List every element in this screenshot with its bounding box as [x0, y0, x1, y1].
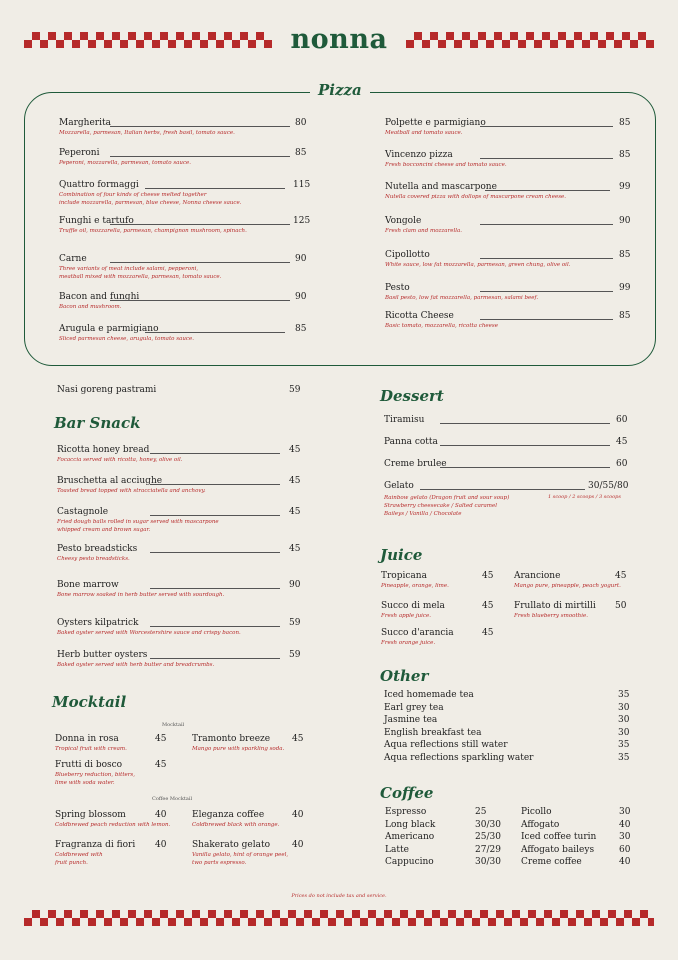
- coffee-item-name: Affogato: [521, 819, 560, 830]
- bar-snack-item-name: Bone marrow: [57, 580, 119, 590]
- coffee-item-price: 40: [619, 857, 631, 867]
- leader-line: [480, 126, 613, 127]
- pizza-item-description: Fresh clam and mozzarella.: [385, 228, 463, 234]
- pizza-item-description: Bacon and mushroom.: [59, 304, 122, 310]
- pizza-item-description: Peperoni, mozzarella, parmesan, tomato sauce.: [59, 160, 192, 166]
- dessert-item-name: Tiramisu: [384, 415, 425, 425]
- leader-line: [485, 190, 610, 191]
- coffee-item-price: 30: [619, 832, 631, 842]
- dessert-item-price: 60: [616, 459, 628, 469]
- pizza-item-name: Arugula e parmigiano: [59, 324, 159, 334]
- pizza-item-description: Combination of four kinds of cheese melted together include mozzarella, parmesan, blue cheese, Nonna cheese sauce.: [59, 192, 242, 206]
- pizza-item-name: Ricotta Cheese: [385, 311, 454, 321]
- coffee-item-price: 25/30: [475, 832, 501, 842]
- bar-snack-item-description: Bone marrow soaked in herb butter served with sourdough.: [57, 592, 225, 598]
- pizza-item-price: 99: [619, 182, 631, 192]
- pizza-item-price: 85: [619, 250, 631, 260]
- leader-line: [145, 188, 285, 189]
- juice-item-description: Pineapple, orange, lime.: [381, 583, 449, 589]
- pizza-item-price: 80: [295, 118, 307, 128]
- other-item-price: 35: [618, 690, 630, 700]
- coffee-item-name: Latte: [385, 844, 409, 855]
- mocktail-item-price: 40: [292, 810, 304, 820]
- leader-line: [480, 258, 613, 259]
- bar-snack-item-price: 90: [289, 580, 301, 590]
- leader-line: [440, 467, 610, 468]
- pizza-item-description: Three variants of meat include salami, pepperoni, meatball mixed with mozzarella, parmesan, tomato sauce.: [59, 266, 222, 280]
- coffee-item-price: 25: [475, 807, 487, 817]
- gelato-scoop-note: 1 scoop / 2 scoops / 3 scoops: [548, 494, 621, 500]
- mocktail-item-name: Eleganza coffee: [192, 810, 265, 820]
- mocktail-item-name: Shakerato gelato: [192, 840, 271, 850]
- juice-item-price: 45: [482, 601, 494, 611]
- bar-snack-item-description: Focaccia served with ricotta, honey, olive oil.: [57, 457, 183, 463]
- juice-item-name: Succo di mela: [381, 601, 445, 611]
- pizza-item-description: Meatball and tomato sauce.: [385, 130, 463, 136]
- pizza-item-price: 99: [619, 283, 631, 293]
- pizza-item-price: 85: [295, 148, 307, 158]
- leader-line: [480, 291, 613, 292]
- coffee-item-name: Creme coffee: [521, 857, 582, 867]
- pizza-item-name: Peperoni: [59, 148, 100, 158]
- pizza-item-description: Nutella covered pizza with dollops of mascarpone cream cheese.: [385, 194, 567, 200]
- mocktail-item-name: Spring blossom: [55, 810, 126, 820]
- dessert-item-name: Creme brulee: [384, 459, 447, 469]
- coffee-item-price: 30: [619, 807, 631, 817]
- pizza-item-price: 125: [293, 216, 311, 226]
- juice-item-description: Mango pure, pineapple, peach yogurt.: [514, 583, 621, 589]
- coffee-item-price: 30/30: [475, 857, 501, 867]
- section-title-bar-snack: Bar Snack: [54, 414, 141, 432]
- leader-line: [110, 262, 290, 263]
- leader-line: [480, 319, 613, 320]
- mocktail-item-name: Fragranza di fiori: [55, 840, 136, 850]
- mocktail-item-description: Vanilla gelato, hint of orange peel, two parts espresso.: [192, 852, 289, 866]
- other-item-name: Aqua reflections sparkling water: [384, 752, 534, 763]
- coffee-item-price: 60: [619, 844, 631, 855]
- bar-snack-item-description: Baked oyster served with Worcestershire sauce and crispy bacon.: [57, 630, 241, 636]
- pizza-item-name: Vincenzo pizza: [385, 150, 453, 160]
- other-item-name: Iced homemade tea: [384, 690, 474, 700]
- mocktail-item-price: 45: [155, 734, 167, 744]
- pizza-item-description: Basil pesto, low fat mozzarella, parmesan, salami beef.: [385, 295, 539, 301]
- bar-snack-item-name: Ricotta honey bread: [57, 445, 150, 455]
- leader-line: [480, 158, 613, 159]
- juice-item-name: Frullato di mirtilli: [514, 601, 596, 611]
- section-title-dessert: Dessert: [380, 387, 444, 405]
- item-price: 59: [289, 385, 301, 395]
- pizza-item-price: 85: [295, 324, 307, 334]
- leader-line: [440, 445, 610, 446]
- section-title-mocktail: Mocktail: [52, 693, 127, 711]
- leader-line: [145, 332, 285, 333]
- pizza-item-description: Truffle oil, mozzarella, parmesan, champignon mushroom, spinach.: [59, 228, 247, 234]
- leader-line: [150, 658, 280, 659]
- pizza-item-name: Vongole: [385, 216, 422, 226]
- juice-item-price: 45: [615, 571, 627, 581]
- mocktail-item-description: Tropical fruit with cream.: [55, 746, 127, 752]
- leader-line: [150, 515, 280, 516]
- pizza-item-name: Polpette e parmigiano: [385, 118, 486, 128]
- dessert-item-price: 45: [616, 437, 628, 447]
- leader-line: [110, 300, 290, 301]
- pizza-item-price: 115: [293, 180, 311, 190]
- other-item-name: Earl grey tea: [384, 702, 444, 713]
- juice-item-price: 45: [482, 571, 494, 581]
- other-item-name: English breakfast tea: [384, 727, 482, 738]
- brand-logo: nonna: [290, 24, 388, 55]
- bar-snack-item-description: Cheesy pesto breadsticks.: [57, 556, 130, 562]
- mocktail-item-price: 45: [292, 734, 304, 744]
- juice-item-description: Fresh blueberry smoothie.: [514, 613, 588, 619]
- mocktail-item-name: Donna in rosa: [55, 734, 119, 744]
- coffee-item-name: Picollo: [521, 807, 552, 817]
- juice-item-description: Fresh apple juice.: [381, 613, 431, 619]
- leader-line: [110, 224, 290, 225]
- leader-line: [150, 626, 280, 627]
- coffee-item-name: Americano: [385, 832, 435, 842]
- section-title-coffee: Coffee: [380, 784, 434, 802]
- bar-snack-item-name: Pesto breadsticks: [57, 544, 138, 554]
- bar-snack-item-description: Baked oyster served with herb butter and breadcrumbs.: [57, 662, 215, 668]
- other-item-price: 35: [618, 752, 630, 763]
- coffee-item-name: Espresso: [385, 807, 427, 817]
- mocktail-item-price: 40: [292, 840, 304, 850]
- juice-item-price: 50: [615, 601, 627, 611]
- bar-snack-item-name: Herb butter oysters: [57, 650, 148, 660]
- coffee-item-name: Iced coffee turin: [521, 832, 597, 842]
- juice-item-name: Succo d'arancia: [381, 628, 454, 638]
- section-title-other: Other: [380, 667, 429, 685]
- pizza-item-description: Sliced parmesan cheese, arugula, tomato sauce.: [59, 336, 194, 342]
- coffee-item-name: Cappucino: [385, 857, 434, 867]
- leader-line: [440, 423, 610, 424]
- pizza-item-name: Pesto: [385, 283, 410, 293]
- bar-snack-item-price: 45: [289, 544, 301, 554]
- coffee-item-price: 30/30: [475, 819, 501, 830]
- tax-note: Prices do not include tax and service.: [291, 893, 387, 899]
- bar-snack-item-price: 59: [289, 650, 301, 660]
- leader-line: [110, 126, 290, 127]
- other-item-price: 30: [618, 727, 630, 738]
- dessert-item-price: 30/55/80: [588, 481, 629, 491]
- mocktail-item-name: Frutti di bosco: [55, 760, 123, 770]
- leader-line: [110, 156, 290, 157]
- mocktail-item-price: 40: [155, 810, 167, 820]
- mocktail-item-price: 40: [155, 840, 167, 850]
- bar-snack-item-price: 45: [289, 476, 301, 486]
- mocktail-subheading: Mocktail: [162, 722, 185, 728]
- juice-item-name: Arancione: [514, 571, 561, 581]
- gelato-description: Rainbow gelato (Dragon fruit and sour soup) Strawberry cheesecake / Salted caramel Baileys / Vanilla / Chocolate: [384, 495, 510, 517]
- bar-snack-item-name: Castagnole: [57, 507, 109, 517]
- mocktail-item-description: Mango pure with sparkling soda.: [192, 746, 285, 752]
- mocktail-item-description: Coldbrewed black with orange.: [192, 822, 280, 828]
- bar-snack-item-description: Toasted bread topped with stracciatella and anchovy.: [57, 488, 206, 494]
- other-item-price: 35: [618, 740, 630, 750]
- coffee-item-price: 40: [619, 819, 631, 830]
- bar-snack-item-name: Bruschetta al acciughe: [57, 476, 163, 486]
- pizza-item-description: Mozzarella, parmesan, Italian herbs, fresh basil, tomato sauce.: [59, 130, 235, 136]
- mocktail-item-description: Coldbrewed peach reduction with lemon.: [55, 822, 171, 828]
- juice-item-description: Fresh orange juice.: [381, 640, 436, 646]
- other-item-price: 30: [618, 702, 630, 713]
- leader-line: [150, 552, 280, 553]
- mocktail-item-description: Blueberry reduction, bitters, lime with soda water.: [55, 772, 135, 786]
- dessert-item-price: 60: [616, 415, 628, 425]
- mocktail-item-name: Tramonto breeze: [192, 734, 271, 744]
- coffee-item-price: 27/29: [475, 844, 501, 855]
- section-title-pizza: Pizza: [310, 81, 370, 99]
- coffee-mocktail-subheading: Coffee Mocktail: [152, 796, 193, 802]
- juice-item-price: 45: [482, 628, 494, 638]
- bar-snack-item-name: Oysters kilpatrick: [57, 618, 139, 628]
- pizza-item-name: Quattro formaggi: [59, 180, 139, 190]
- dessert-item-name: Panna cotta: [384, 437, 438, 447]
- leader-line: [480, 224, 613, 225]
- coffee-item-name: Long black: [385, 819, 436, 830]
- mocktail-item-description: Coldbrewed with fruit punch.: [55, 852, 103, 866]
- pizza-item-price: 85: [619, 118, 631, 128]
- pizza-item-name: Funghi e tartufo: [59, 216, 134, 226]
- pizza-item-name: Margherita: [59, 118, 111, 128]
- pizza-item-price: 90: [295, 254, 307, 264]
- pizza-item-description: Basic tomato, mozzarella, ricotta cheese: [385, 323, 498, 329]
- other-item-name: Jasmine tea: [384, 715, 438, 725]
- leader-line: [150, 453, 280, 454]
- pizza-item-name: Nutella and mascarpone: [385, 182, 497, 192]
- pizza-item-description: Fresh bocconcini cheese and tomato sauce.: [385, 162, 507, 168]
- leader-line: [420, 489, 585, 490]
- checkered-border: [24, 910, 654, 926]
- dessert-item-name: Gelato: [384, 481, 414, 491]
- pizza-item-name: Carne: [59, 254, 87, 264]
- pizza-item-name: Cipollotto: [385, 250, 430, 260]
- leader-line: [150, 484, 280, 485]
- pizza-item-price: 90: [295, 292, 307, 302]
- coffee-item-name: Affogato baileys: [521, 844, 595, 855]
- bar-snack-item-price: 45: [289, 445, 301, 455]
- pizza-item-name: Bacon and funghi: [59, 292, 140, 302]
- other-item-name: Aqua reflections still water: [384, 740, 508, 750]
- bar-snack-item-description: Fried dough balls rolled in sugar served with mascarpone whipped cream and brown sugar.: [57, 519, 219, 533]
- bar-snack-item-price: 59: [289, 618, 301, 628]
- pizza-item-price: 85: [619, 150, 631, 160]
- juice-item-name: Tropicana: [381, 571, 427, 581]
- mocktail-item-price: 45: [155, 760, 167, 770]
- pizza-item-description: White sauce, low fat mozzarella, parmesan, green chung, olive oil.: [385, 262, 571, 268]
- pizza-item-price: 90: [619, 216, 631, 226]
- pizza-item-price: 85: [619, 311, 631, 321]
- section-title-juice: Juice: [380, 546, 423, 564]
- bar-snack-item-price: 45: [289, 507, 301, 517]
- item-name: Nasi goreng pastrami: [57, 385, 157, 395]
- other-item-price: 30: [618, 715, 630, 725]
- leader-line: [150, 588, 280, 589]
